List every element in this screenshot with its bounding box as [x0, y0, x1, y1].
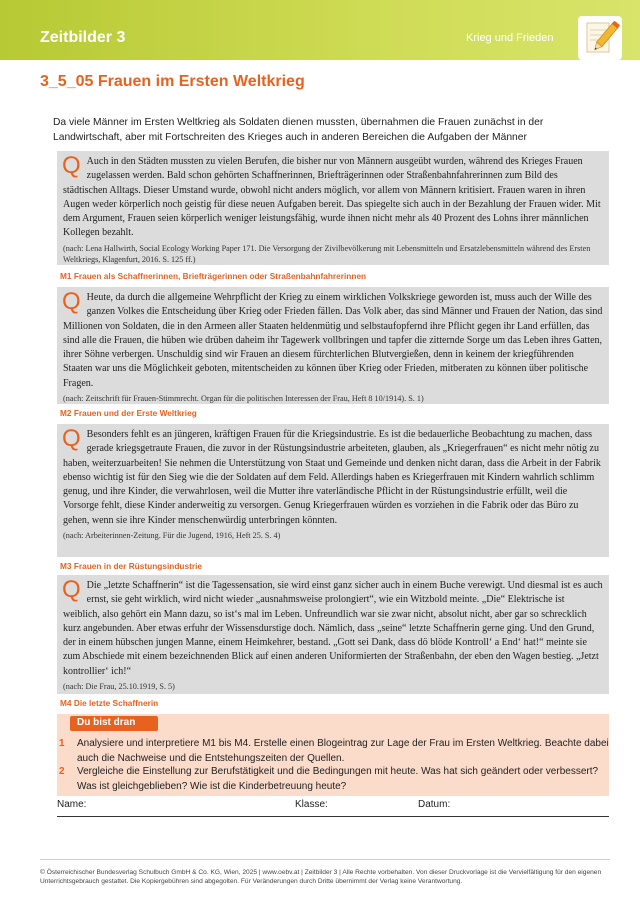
footer-divider [40, 859, 610, 860]
task-number: 1 [59, 738, 65, 749]
pencil-icon [578, 16, 622, 60]
source-citation: (nach: Arbeiterinnen-Zeitung. Für die Jugend, 1916, Heft 25. S. 4) [63, 531, 281, 541]
caption-m4: M4 Die letzte Schaffnerin [60, 698, 159, 708]
source-box-m2 [57, 287, 609, 404]
caption-m2: M2 Frauen und der Erste Weltkrieg [60, 408, 197, 418]
task-text: Vergleiche die Einstellung zur Berufstätigkeit und die Bedingungen mit heute. Was hat sich geändert oder verbessert? Was ist gleichgeblieben? Wie ist die Kinderbetreuung heute? [77, 766, 599, 792]
page-title: 3_5_05 Frauen im Ersten Weltkrieg [40, 73, 305, 90]
task-number: 2 [59, 766, 65, 777]
source-q-marker: Q [62, 152, 81, 179]
book-title: Zeitbilder 3 [40, 29, 126, 46]
caption-m3: M3 Frauen in der Rüstungsindustrie [60, 561, 202, 571]
name-field-label: Name: [57, 799, 87, 810]
source-box-m3 [57, 424, 609, 557]
source-text: Besonders fehlt es an jüngeren, kräftigen Frauen für die Kriegsindustrie. Es ist die bedauerliche Beobachtung zu machen, dass gerade kriegsgetraute Frauen, die zuvor in der Rüstungsindustrie arbeiteten, glauben, als „Kriegerfrauen“ es nicht mehr nötig zu haben, weiterzuarbeiten! Sie nehmen die Unterstützung von Staat und Gemeinde und denken nicht daran, dass die Arbeit in der Fabrik ebenso wichtig ist für den Sieg wie die der Soldaten auf dem Feld. Allerdings haben es Kriegerfrauen mit Kindern wahrlich schlimm genug, und ihre Kinder, die verwahrlosen, weil die Mutter ihre vaterländische Pflicht in der Rüstungsindustrie erfüllt, weil die Vorsorge fehlt, diese Kinder anderweitig zu versorgen. Genug Kriegerfrauen würden es vorziehen in die Fabrik oder das Büro zu gehen, wenn sie ihre Kinder menschenwürdig unterbringen könnten. [63, 429, 601, 526]
source-q-marker: Q [62, 425, 81, 452]
form-underline [57, 816, 609, 817]
klasse-field-label: Klasse: [295, 799, 328, 810]
task-header: Du bist dran [70, 716, 158, 731]
source-q-marker: Q [62, 576, 81, 603]
caption-m1: M1 Frauen als Schaffnerinnen, Briefträgerinnen oder Straßenbahnfahrerinnen [60, 271, 367, 281]
source-text: Die „letzte Schaffnerin“ ist die Tagessensation, sie wird einst ganz sicher auch in einem Buche verewigt. Und diesmal ist es auch ernst, sie geht wirklich, wird nicht wieder „ausnahmsweise prolongiert“, wie ein Witzbold meinte. „Die“ Elektrische ist weiblich, also gehört ein Mann dazu, so ist‘s mal im Leben. Unfreundlich war sie zwar nicht, absolut nicht, aber gar so schrecklich kurz angebunden. Aber etwas erfuhr der Wissensdurstige doch. Nämlich, dass „seine“ letzte Schaffnerin gerne ging. Und den Grund, der in einem hübschen jungen Manne, einem Heimkehrer, bestand. „Gott sei Dank, dass dö blöde Kontroll‘ a End‘ hat!“ meinte sie zum Abschiede mit einem bezeichnenden Blick auf einen anderen Uniformierten der Straßenbahn, der eben den Wagen bestieg. „Jetzt kontrollier‘ ich!“ [63, 580, 603, 677]
task-text: Analysiere und interpretiere M1 bis M4. Erstelle einen Blogeintrag zur Lage der Frau im Ersten Weltkrieg. Beachte dabei auch die Nachweise und die Entstehungszeiten der Quellen. [77, 738, 609, 764]
source-box-m1 [57, 151, 609, 265]
task-item-2 [57, 765, 609, 794]
source-q-marker: Q [62, 288, 81, 315]
source-citation: (nach: Zeitschrift für Frauen-Stimmrecht. Organ für die politischen Interessen der Frau, Heft 8 10/1914). S. 1) [63, 394, 424, 404]
source-text: Auch in den Städten mussten zu vielen Berufen, die bisher nur von Männern ausgeübt wurden, während des Krieges Frauen zugelassen werden. Bald schon gehörten Schaffnerinnen, Briefträgerinnen oder Straßenbahnfahrerinnen zum Bild des städtischen Alltags. Dieser Umstand wurde, obwohl nicht anders möglich, vor allem von Männern kritisiert. Frauen waren in ihren Augen weder körperlich noch geistig für diese neuen Aufgaben bereit. Das spiegelte sich auch in der Bezahlung der Frauen wider. Mit dem Argument, Frauen seien körperlich weniger leistungsfähig, wurde ihnen nicht mehr als 40 Prozent des Lohns ihrer männlichen Kollegen bezahlt. [63, 156, 601, 239]
source-text: Heute, da durch die allgemeine Wehrpflicht der Krieg zu einem wirklichen Volkskriege geworden ist, muss auch der Wille des ganzen Volkes die Entscheidung über Krieg oder Frieden fällen. Das Volk aber, das sind Männer und Frauen der Nation, das sind Millionen von Soldaten, die in den Armeen aller Staaten heldenmütig und selbstaufopfernd ihre Pflicht gegen ihr Land erfüllen, das sind alle die Frauen, die hüben wie drüben daheim ihr Tagewerk vollbringen und tapfer die zitternde Sorge um das Leben ihres Gatten, ihrer Söhne verbergen. Unschuldig sind wir Frauen an diesem fürchterlichen Blutvergießen, denn in keinem der kriegführenden Staaten war uns die Möglichkeit geboten, mitentscheiden zu können über Krieg oder Frieden, mitberaten zu können über politische Fragen. [63, 292, 603, 389]
copyright-footer: © Österreichischer Bundesverlag Schulbuch GmbH & Co. KG, Wien, 2025 | www.oebv.at | Zeitbilder 3 | Alle Rechte vorbehalten. Von dieser Druckvorlage ist die Vervielfältigung für den eigenen Unterrichtsgebrauch gestattet. Die Kopiergebühren sind abgegolten. Für Veränderungen durch Dritte übernimmt der Verlag keine Verantwortung. [40, 869, 602, 885]
datum-field-label: Datum: [418, 799, 451, 810]
intro-text: Da viele Männer im Ersten Weltkrieg als Soldaten dienen mussten, übernahmen die Frauen zunächst in der Landwirtschaft, aber mit Fortschreiten des Krieges auch in anderen Bereichen die Aufgaben der Männer [53, 117, 544, 143]
source-citation: (nach: Die Frau, 25.10.1919, S. 5) [63, 682, 175, 692]
chapter-topic: Krieg und Frieden [466, 32, 554, 44]
source-citation: (nach: Lena Hallwirth, Social Ecology Working Paper 171. Die Versorgung der Zivilbevölkerung mit Lebensmitteln und Ersatzlebensmitteln während des Ersten Weltkriegs, Klagenfurt, 2016. S. 125 ff.) [63, 243, 591, 264]
source-box-m4 [57, 575, 609, 694]
task-item-1 [57, 737, 609, 766]
